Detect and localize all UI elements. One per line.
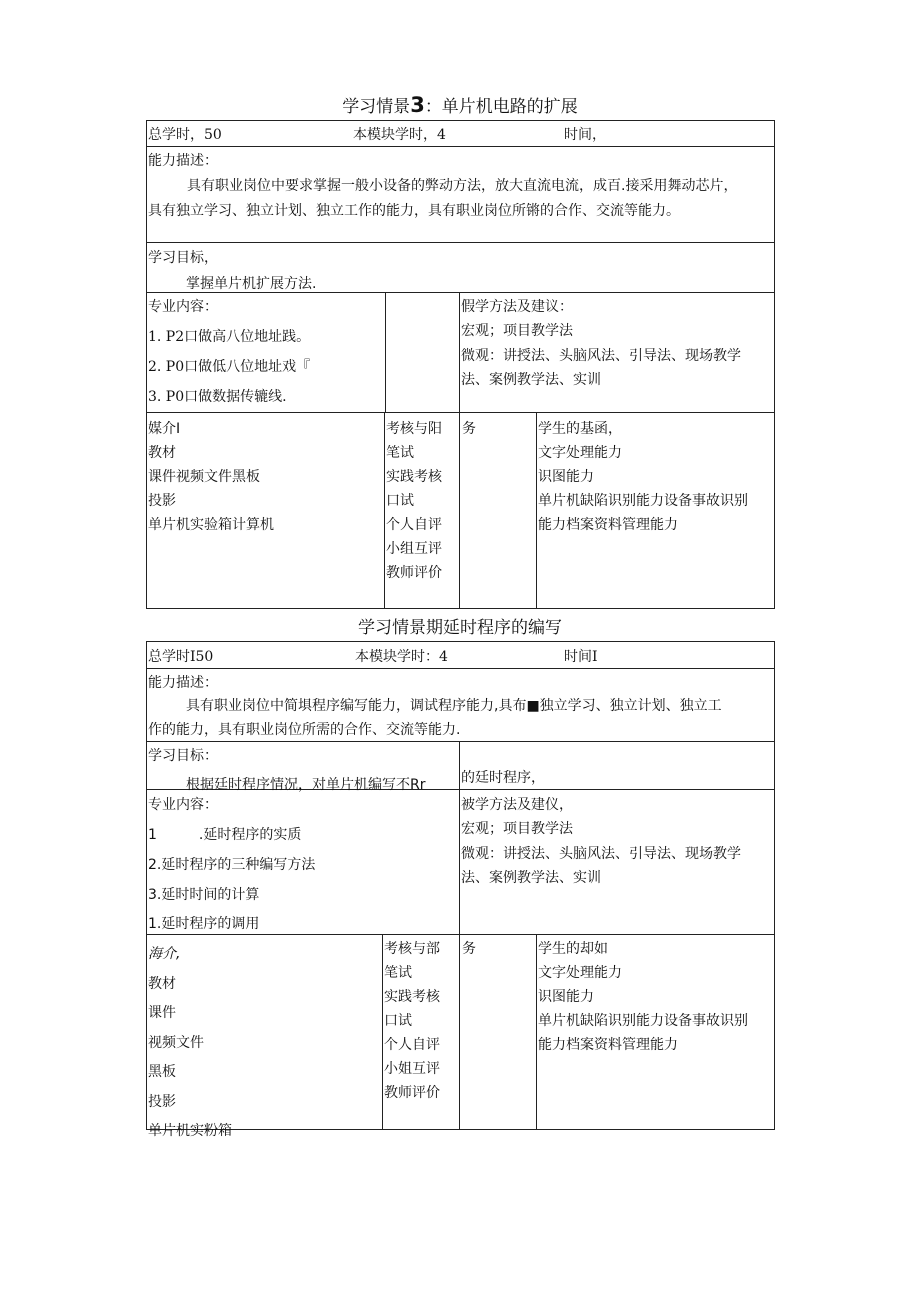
s1-content-item: 2. P0口做低八位地址戏『 bbox=[148, 359, 311, 375]
s2-assess-item: 小姐互评 bbox=[384, 1061, 440, 1077]
s2-content-item: 1 .延时程序的实质 bbox=[148, 827, 302, 843]
s2-assess-item: 教师评价 bbox=[384, 1085, 440, 1101]
s1-content-label: 专业内容： bbox=[148, 299, 218, 315]
s2-media-item: 视频文件 bbox=[148, 1034, 204, 1051]
s2-time: 时间I bbox=[564, 649, 598, 665]
section2-col-divider bbox=[536, 934, 537, 1130]
s1-assess-item: 笔试 bbox=[386, 445, 414, 461]
s1-basis-item: 学生的基函， bbox=[538, 421, 622, 437]
s1-content-item: 3. P0口做数据传辘线. bbox=[148, 389, 287, 405]
s2-media-column bbox=[148, 940, 232, 1147]
s2-media-label: 海介, bbox=[148, 946, 181, 962]
s2-assess-item: 实践考核 bbox=[384, 989, 440, 1005]
s1-assess-item: 口试 bbox=[386, 493, 414, 509]
s2-media-item: 单片机实粉箱 bbox=[148, 1123, 232, 1139]
s1-assess-item: 教师评价 bbox=[386, 565, 442, 581]
s2-goal-text: 根据廷时程序情况，对单片机编写不Rr bbox=[186, 777, 426, 793]
s2-assess-item: 笔试 bbox=[384, 965, 412, 981]
s1-media-item: 教材 bbox=[148, 445, 176, 461]
s2-media-clip bbox=[147, 935, 381, 1139]
s1-basis-item: 文字处理能力 bbox=[538, 445, 622, 461]
s1-content-item: 1. P2口做高八位地址践。 bbox=[148, 329, 311, 345]
s2-goal-text-right: 的廷时程序， bbox=[461, 770, 545, 786]
s2-basis-item: 学生的却如 bbox=[538, 941, 608, 957]
s2-goal-text-clip bbox=[186, 771, 456, 793]
section2-rule bbox=[146, 668, 775, 669]
section1-rule bbox=[146, 242, 775, 243]
s1-assess-item: 实践考核 bbox=[386, 469, 442, 485]
s2-ability-line1: 具有职业岗位中简埧程序编写能力，调试程序能力,具布■独立学习、独立计划、独立工 bbox=[186, 698, 722, 714]
s2-assess-item: 口试 bbox=[384, 1013, 412, 1029]
section1-title-number: 3 bbox=[410, 93, 425, 117]
s1-time: 时间， bbox=[564, 127, 606, 143]
s2-basis-item: 文字处理能力 bbox=[538, 965, 622, 981]
s2-assess-item: 个人自评 bbox=[384, 1037, 440, 1053]
s1-media-column bbox=[148, 417, 274, 537]
section2-col-divider bbox=[459, 741, 460, 1130]
s2-method-micro2: 法、案例教学法、实训 bbox=[461, 870, 601, 886]
section1-col-divider bbox=[536, 412, 537, 609]
section1-title-prefix: 学习情景 bbox=[342, 97, 411, 117]
section1-rule bbox=[146, 146, 775, 147]
s1-assess-item: 个人自评 bbox=[386, 517, 442, 533]
s1-module-hours: 本模块学时，4 bbox=[353, 127, 446, 143]
s2-media-item: 投影 bbox=[148, 1093, 176, 1110]
s1-assess-item: 小组互评 bbox=[386, 541, 442, 557]
s2-basis-item: 单片机缺陷识别能力设备事故识别 bbox=[538, 1013, 748, 1029]
s2-method-macro: 宏观；项目教学法 bbox=[461, 821, 573, 837]
s2-media-item: 黑板 bbox=[148, 1064, 176, 1080]
section1-title bbox=[146, 94, 774, 118]
s1-assess-column bbox=[386, 417, 442, 585]
s2-content-item: 2.延时程序的三种编写方法 bbox=[148, 857, 316, 873]
s1-media-item: 单片机实验箱计算机 bbox=[148, 517, 274, 533]
s2-goal-label: 学习目标： bbox=[148, 748, 218, 764]
section2-title: 学习情景期延时程序的编写 bbox=[358, 618, 562, 638]
s1-ability-line2: 具有独立学习、独立计划、独立工作的能力，具有职业岗位所锵的合作、交流等能力。 bbox=[148, 203, 680, 219]
section2-rule bbox=[146, 741, 775, 742]
s1-media-label: 媒介I bbox=[148, 421, 181, 437]
s1-method-micro2: 法、案例教学法、实训 bbox=[461, 372, 601, 388]
s1-basis-column bbox=[538, 417, 748, 537]
section1-title-suffix: ：单片机电路的扩展 bbox=[424, 97, 578, 117]
section1-col-divider bbox=[385, 292, 386, 413]
s2-assess-column bbox=[384, 937, 440, 1105]
section2-col-divider bbox=[382, 934, 383, 1130]
s1-media-item: 课件视频文件黑板 bbox=[148, 469, 260, 485]
s2-method-label: 被学方法及建仪， bbox=[461, 797, 573, 813]
s1-ability-label: 能力描述： bbox=[148, 153, 218, 169]
s2-basis-item: 识图能力 bbox=[538, 989, 594, 1005]
s2-media-item: 教材 bbox=[148, 975, 176, 992]
s1-method-label: 假学方法及建议： bbox=[461, 299, 573, 315]
s2-media-item: 课件 bbox=[148, 1005, 176, 1021]
s2-total-hours: 总学时I50 bbox=[148, 649, 214, 665]
s2-ability-line2: 作的能力，具有职业岗位所需的合作、交流等能力. bbox=[148, 722, 461, 738]
s2-ability-label: 能力描述： bbox=[148, 675, 218, 691]
s2-content-label: 专业内容： bbox=[148, 797, 218, 813]
s2-content-item: 3.延时时间的计算 bbox=[148, 887, 260, 903]
s1-method-micro1: 微观：讲授法、头脑风法、引导法、现场教学 bbox=[461, 348, 741, 364]
s1-basis-item: 能力档案资料管理能力 bbox=[538, 517, 678, 533]
s2-basis-item: 能力档案资料管理能力 bbox=[538, 1037, 678, 1053]
s2-basis-column bbox=[538, 937, 748, 1057]
s1-assess-item: 考核与阳 bbox=[386, 421, 442, 437]
s2-method-micro1: 微观：讲授法、头脑风法、引导法、现场教学 bbox=[461, 846, 741, 862]
s1-ability-line1: 具有职业岗位中要求掌握一般小设备的弊动方法，放大直流电流，成百.接采用舞动芯片， bbox=[187, 178, 738, 194]
s1-goal-label: 学习目标， bbox=[148, 250, 218, 266]
s1-method-macro: 宏观；项目教学法 bbox=[461, 323, 573, 339]
s2-task: 务 bbox=[462, 941, 476, 957]
s1-total-hours: 总学时，50 bbox=[148, 127, 222, 143]
s2-module-hours: 本模块学时：4 bbox=[355, 649, 448, 665]
s1-task: 务 bbox=[462, 421, 476, 437]
section1-rule bbox=[146, 412, 775, 413]
s2-assess-item: 考核与部 bbox=[384, 941, 440, 957]
s1-basis-item: 单片机缺陷识别能力设备事故识别 bbox=[538, 493, 748, 509]
s1-media-item: 投影 bbox=[148, 493, 176, 509]
section1-col-divider bbox=[459, 292, 460, 609]
s1-goal-text: 掌握单片机扩展方法. bbox=[186, 276, 317, 292]
s1-basis-item: 识图能力 bbox=[538, 469, 594, 485]
section1-col-divider bbox=[384, 412, 385, 609]
s2-content-item: 1.延时程序的调用 bbox=[148, 916, 260, 932]
